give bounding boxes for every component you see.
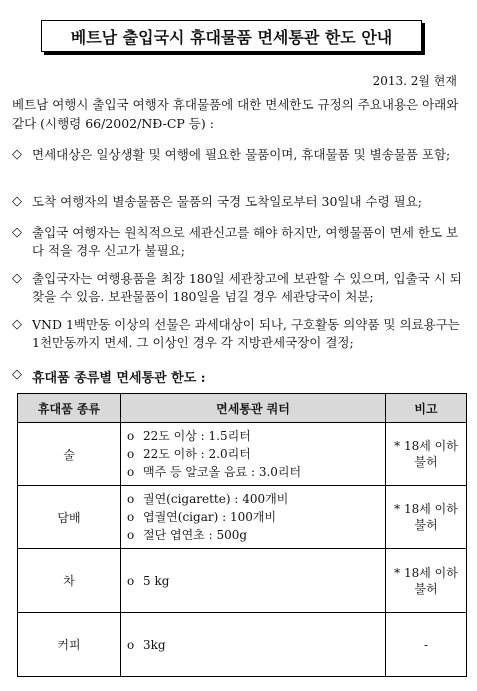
circle-bullet-icon: o (127, 528, 135, 542)
diamond-bullet-icon: ◇ (12, 194, 22, 209)
table-header-row (18, 394, 467, 423)
quota-item (127, 636, 379, 654)
section-heading (12, 367, 206, 386)
quota-cell (121, 423, 386, 486)
quota-text: 맥주 등 알코올 음료 : 3.0리터 (143, 465, 302, 479)
quota-item (127, 572, 379, 590)
quota-item (127, 427, 379, 445)
note-cell: * 18세 이하 불허 (386, 486, 467, 549)
quota-item (127, 508, 379, 526)
circle-bullet-icon: o (127, 429, 135, 443)
bullet-item (12, 224, 467, 260)
bullet-text: 출입국 여행자는 원칙적으로 세관신고를 해야 하지만, 여행물품이 면세 한도 보다 적을 경우 신고가 불필요; (32, 225, 459, 258)
circle-bullet-icon: o (127, 465, 135, 479)
quota-item (127, 463, 379, 481)
bullet-item (12, 146, 467, 164)
note-cell: - (386, 613, 467, 677)
quota-cell (121, 549, 386, 613)
table-row (18, 486, 467, 549)
category-cell: 담배 (18, 486, 121, 549)
circle-bullet-icon: o (127, 447, 135, 461)
quota-text: 궐연(cigarette) : 400개비 (143, 492, 289, 506)
quota-text: 22도 이하 : 2.0리터 (143, 447, 251, 461)
duty-free-table (17, 393, 467, 677)
table-row (18, 423, 467, 486)
column-header-quota: 면세통관 쿼터 (121, 394, 386, 423)
note-cell: * 18세 이하 불허 (386, 549, 467, 613)
diamond-bullet-icon: ◇ (12, 367, 22, 382)
circle-bullet-icon: o (127, 573, 135, 588)
circle-bullet-icon: o (127, 492, 135, 506)
quota-text: 3kg (143, 637, 166, 652)
bullet-text: 도착 여행자의 별송물품은 물품의 국경 도착일로부터 30일내 수령 필요; (32, 194, 423, 209)
diamond-bullet-icon: ◇ (12, 271, 22, 286)
diamond-bullet-icon: ◇ (12, 317, 22, 332)
quota-text: 22도 이상 : 1.5리터 (143, 429, 251, 443)
quota-text: 절단 엽연초 : 500g (143, 528, 248, 542)
table-row (18, 549, 467, 613)
bullet-item (12, 193, 467, 211)
column-header-category: 휴대품 종류 (18, 394, 121, 423)
diamond-bullet-icon: ◇ (12, 225, 22, 240)
bullet-item (12, 316, 467, 352)
quota-text: 엽궐연(cigar) : 100개비 (143, 510, 277, 524)
table-row (18, 613, 467, 677)
quota-item (127, 445, 379, 463)
intro-paragraph: 베트남 여행시 출입국 여행자 휴대물품에 대한 면세한도 규정의 주요내용은 아래와 같다 (시행령 66/2002/NĐ-CP 등) : (12, 97, 459, 131)
quota-item (127, 490, 379, 508)
section-title: 휴대품 종류별 면세통관 한도 : (32, 371, 206, 386)
diamond-bullet-icon: ◇ (12, 147, 22, 162)
quota-item (127, 526, 379, 544)
circle-bullet-icon: o (127, 510, 135, 524)
note-cell: * 18세 이하 불허 (386, 423, 467, 486)
quota-cell (121, 486, 386, 549)
bullet-text: VND 1백만동 이상의 선물은 과세대상이 되나, 구호활동 의약품 및 의료용구는 1천만동까지 면세. 그 이상인 경우 각 지방관세국장이 결정; (32, 317, 460, 350)
quota-cell (121, 613, 386, 677)
circle-bullet-icon: o (127, 637, 135, 652)
date-label: 2013. 2월 현재 (372, 74, 457, 88)
category-cell: 차 (18, 549, 121, 613)
column-header-note: 비고 (386, 394, 467, 423)
bullet-text: 면세대상은 일상생활 및 여행에 필요한 물품이며, 휴대물품 및 별송물품 포함; (32, 147, 451, 162)
document-title: 베트남 출입국시 휴대물품 면세통관 한도 안내 (70, 27, 393, 47)
quota-text: 5 kg (143, 573, 170, 588)
bullet-text: 출입국자는 여행용품을 최장 180일 세관창고에 보관할 수 있으며, 입출국 시 되찾을 수 있음. 보관물품이 180일을 넘길 경우 세관당국이 처분; (32, 271, 462, 304)
document-title-box (41, 20, 422, 52)
bullet-item (12, 270, 467, 306)
category-cell: 커피 (18, 613, 121, 677)
category-cell: 술 (18, 423, 121, 486)
